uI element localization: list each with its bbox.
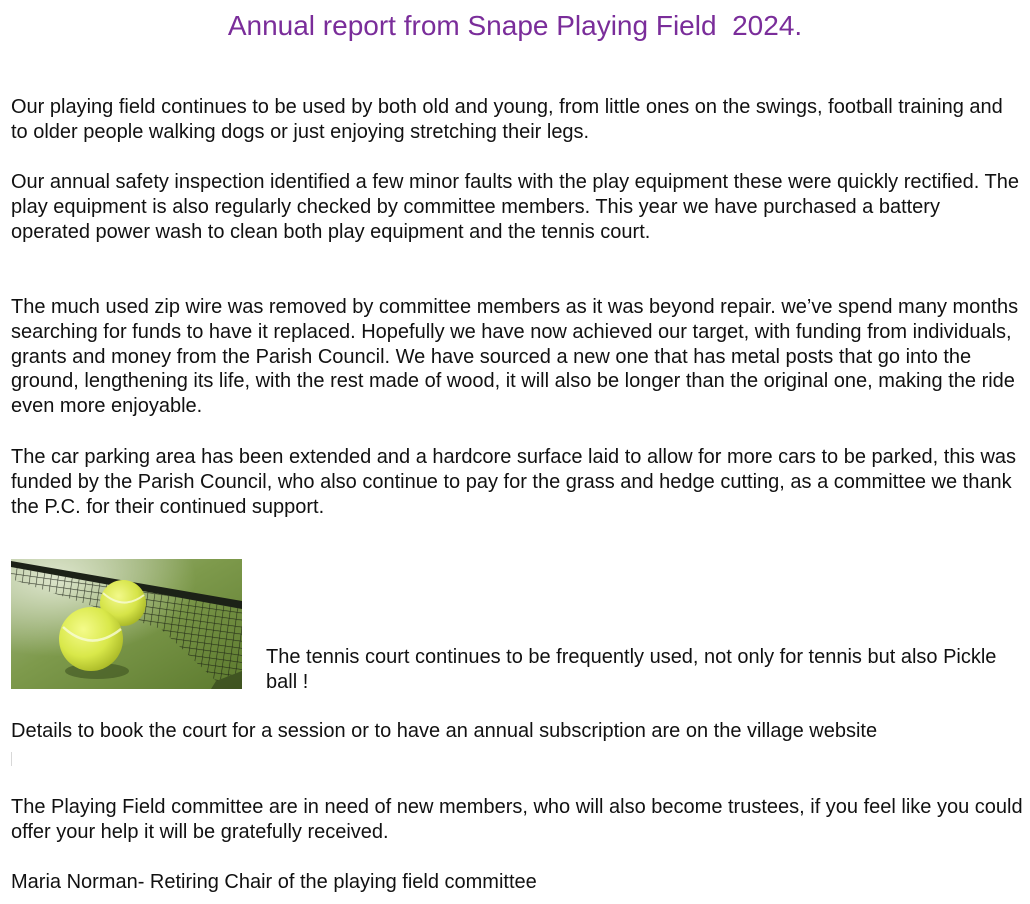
paragraph-safety-inspection: Our annual safety inspection identified a few minor faults with the play equipment these were quickly rectified. The play equipment is also regularly checked by committee members. This year we have purchased a battery operated power wash to clean both play equipment and the tennis court. (11, 171, 1019, 243)
tennis-court-caption: The tennis court continues to be frequently used, not only for tennis but also Pickle ball ! (266, 646, 997, 693)
paragraph-zip-wire: The much used zip wire was removed by committee members as it was beyond repair. we’ve spend many months searching for funds to have it replaced. Hopefully we have now achieved our target, with funding from individuals, grants and money from the Parish Council. We have sourced a new one that has metal posts that go into the ground, lengthening its life, with the rest made of wood, it will also be longer than the original one, making the ride even more enjoyable. (11, 296, 1019, 418)
report-title: Annual report from Snape Playing Field 2024. (227, 10, 803, 41)
paragraph-usage: Our playing field continues to be used by both old and young, from little ones on the swings, football training and to older people walking dogs or just enjoying stretching their legs. (11, 96, 1003, 143)
signature: Maria Norman- Retiring Chair of the playing field committee (11, 871, 537, 893)
booking-details: Details to book the court for a session or to have an annual subscription are on the village website (11, 720, 878, 742)
paragraph-car-parking: The car parking area has been extended and a hardcore surface laid to allow for more cars to be parked, this was funded by the Parish Council, who also continue to pay for the grass and hedge cutting, as a committee we thank the P.C. for their continued support. (11, 446, 1017, 518)
tennis-balls-photo (11, 559, 242, 689)
text-cursor-mark (11, 752, 12, 766)
committee-appeal: The Playing Field committee are in need of new members, who will also become trustees, if you feel like you could offer your help it will be gratefully received. (11, 796, 1023, 843)
